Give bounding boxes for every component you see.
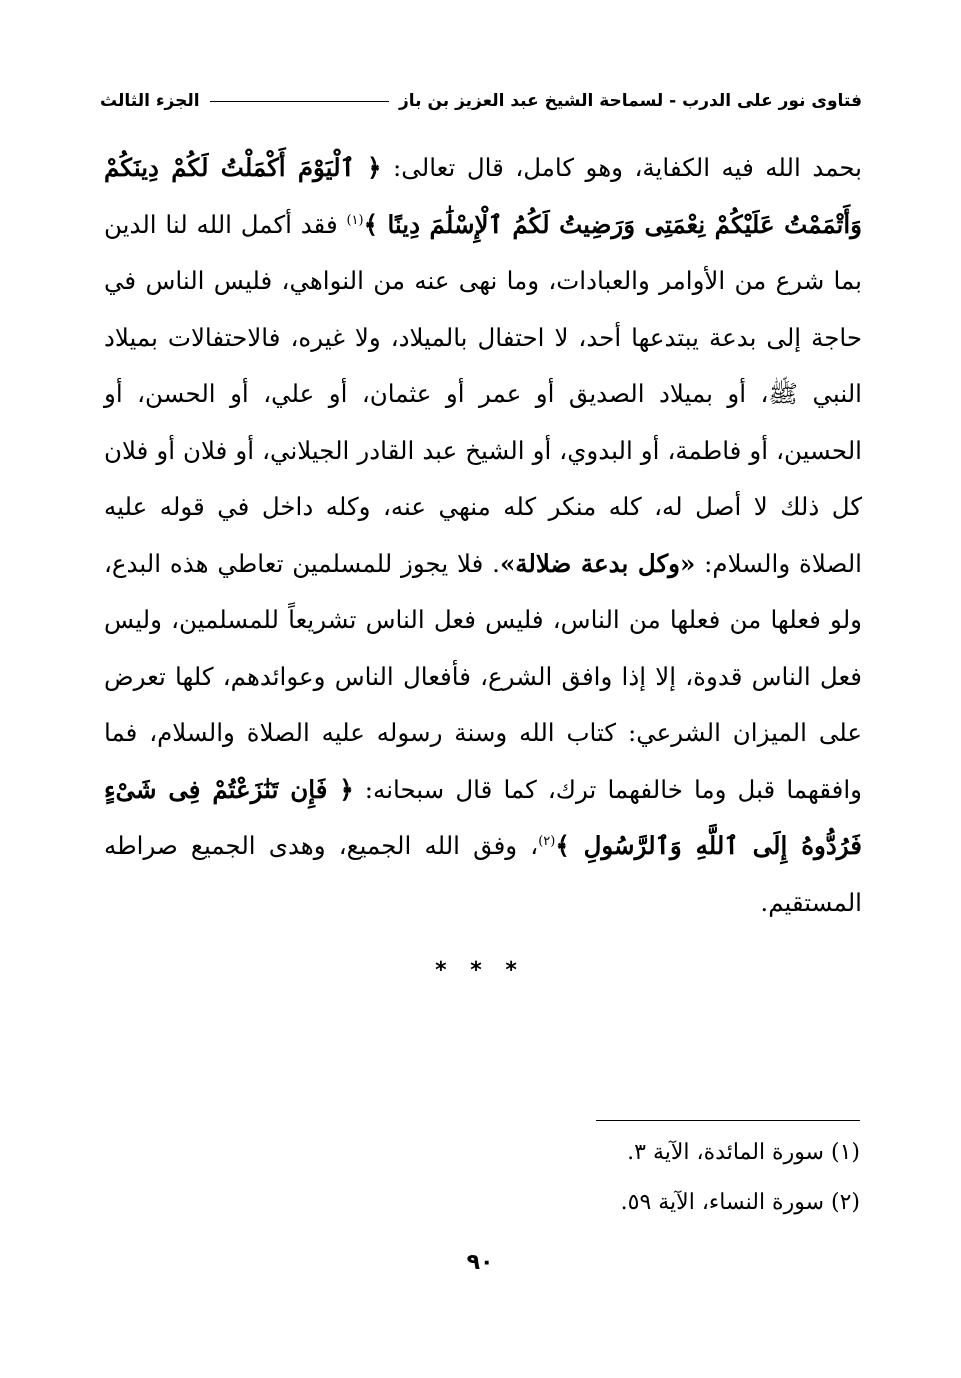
page-number: ٩٠ <box>466 1250 494 1275</box>
running-header <box>100 84 862 118</box>
text-segment: . فلا يجوز للمسلمين تعاطي هذه البدع، ولو فعلها من فعلها من الناس، فليس فعل الناس تشريعاً للمسلمين، وليس فعل الناس قدوة، إلا إذا وافق الشرع، فأفعال الناس وعوائدهم، كلها تعرض على الميزان الشرعي: كتاب الله وسنة رسوله عليه الصلاة والسلام، فما وافقهما قبل وما خالفهما ترك، كما قال سبحانه: <box>104 548 862 804</box>
footnote-2: (٢) سورة النساء، الآية ٥٩. <box>620 1190 860 1215</box>
footnote-ref-1: (١) <box>346 212 364 228</box>
footnote-1: (١) سورة المائدة، الآية ٣. <box>627 1140 860 1165</box>
text-segment: بحمد الله فيه الكفاية، وهو كامل، قال تعالى: <box>381 153 862 182</box>
text-segment: ، وفق الله الجميع، وهدى الجميع صراطه المستقيم. <box>104 831 862 917</box>
footnote-ref-2: (٢) <box>538 833 556 849</box>
footnotes <box>500 1128 860 1228</box>
header-volume: الجزء الثالث <box>100 91 200 111</box>
section-separator: * * * <box>435 958 525 983</box>
text-segment: فقد أكمل الله لنا الدين بما شرع من الأوامر والعبادات، وما نهى عنه من النواهي، فليس الناس في حاجة إلى بدعة يبتدعها أحد، لا احتفال بالميلاد، ولا غيره، فالاحتفالات بميلاد النبي ﷺ، أو بميلاد الصديق أو عمر أو عثمان، أو علي، أو الحسن، أو الحسين، أو فاطمة، أو البدوي، أو الشيخ عبد القادر الجيلاني، أو فلان أو فلان كل ذلك لا أصل له، كله منكر كله منهي عنه، وكله داخل في قوله عليه الصلاة والسلام: <box>104 209 862 578</box>
quran-verse-maidah: ﴿ ٱلْيَوْمَ أَكْمَلْتُ لَكُمْ دِينَكُمْ وَأَتْمَمْتُ عَلَيْكُمْ نِعْمَتِى وَرَضِيتُ لَكُمُ ٱلْإِسْلَٰمَ دِينًا ﴾ <box>104 153 862 239</box>
header-rule <box>210 101 389 102</box>
hadith-quote: «وكل بدعة ضلالة» <box>499 548 696 578</box>
fatwa-answer-text <box>104 140 862 931</box>
quran-verse-nisa: ﴿ فَإِن تَنَٰزَعْتُمْ فِى شَىْءٍ فَرُدُّوهُ إِلَى ٱللَّهِ وَٱلرَّسُولِ ﴾ <box>104 774 863 860</box>
answer-paragraph <box>104 140 862 931</box>
footnote-divider <box>596 1120 860 1121</box>
header-title: فتاوى نور على الدرب - لسماحة الشيخ عبد العزيز بن باز <box>399 91 862 111</box>
